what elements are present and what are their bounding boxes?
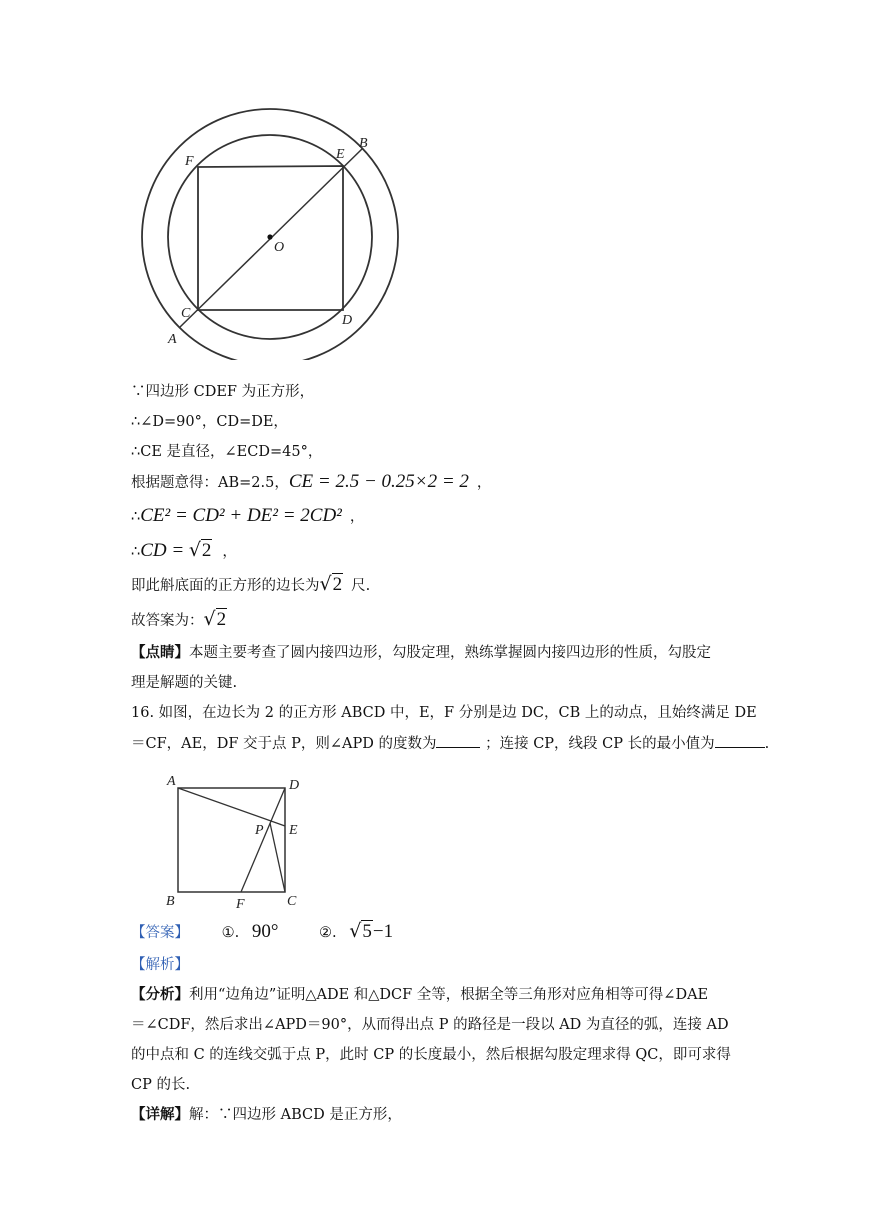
- answer-item-1-value: 90°: [251, 921, 279, 942]
- analysis-paragraph-line-1: [131, 985, 708, 1005]
- answer-blank-2: [715, 733, 765, 748]
- text-line-1: ∵四边形 CDEF 为正方形，: [131, 384, 315, 400]
- dianjing-tag: 【点睛】: [131, 644, 189, 661]
- answer-item-2-rest: −1: [372, 921, 394, 942]
- answer-item-2-number: ②.: [319, 925, 337, 941]
- label-f: F: [236, 897, 245, 910]
- label-d: D: [342, 313, 353, 328]
- dianjing-line-2: 理是解题的关键.: [131, 675, 238, 691]
- sqrt-radicand: 2: [216, 609, 227, 630]
- analysis-paragraph-line-2: ＝∠CDF，然后求出∠APD＝90°，从而得出点 P 的路径是一段以 AD 为直径的弧，连接 AD: [131, 1017, 729, 1033]
- fenxi-tag: 【分析】: [131, 986, 189, 1003]
- analysis-paragraph-line-3: 的中点和 C 的连线交弧于点 P，此时 CP 的长度最小，然后根据勾股定理求得 QC，即可求得: [131, 1047, 731, 1063]
- answer-tag: 【答案】: [131, 925, 189, 941]
- therefore-symbol: ∴: [131, 509, 141, 525]
- answer-item-1-number: ①.: [221, 925, 240, 941]
- analysis-paragraph-line-4: CP 的长.: [131, 1077, 191, 1093]
- sqrt-expression: √2: [188, 539, 212, 561]
- answer-blank-1: [436, 733, 480, 748]
- label-e: E: [289, 823, 298, 838]
- sqrt-expression: √5: [349, 920, 372, 942]
- label-p: P: [255, 823, 264, 838]
- center-point: [267, 234, 272, 239]
- label-c: C: [287, 894, 297, 909]
- label-c: C: [181, 306, 191, 321]
- text-line-7-end: 尺.: [351, 578, 371, 594]
- xiangjie-paragraph: [131, 1105, 402, 1125]
- text-line-6: [131, 540, 237, 562]
- xiangjie-tag: 【详解】: [131, 1106, 189, 1123]
- text-line-5-end: ，: [349, 509, 365, 525]
- label-a: A: [167, 774, 176, 789]
- square-abcd: [178, 788, 285, 892]
- segment-pc: [270, 823, 285, 892]
- label-a: A: [168, 332, 177, 347]
- label-f: F: [185, 154, 194, 169]
- dianjing-text: 本题主要考查了圆内接四边形，勾股定理，熟练掌握圆内接四边形的性质，勾股定: [189, 645, 711, 661]
- text-line-7-label: 即此斛底面的正方形的边长为: [131, 578, 320, 594]
- fenxi-text-1: 利用“边角边”证明△ADE 和△DCF 全等，根据全等三角形对应角相等可得∠DAE: [189, 987, 709, 1003]
- xiangjie-text: 解：∵四边形 ABCD 是正方形，: [189, 1107, 402, 1123]
- segment-df: [241, 788, 285, 892]
- question-16-text-c: .: [764, 736, 770, 752]
- label-b: B: [166, 894, 175, 909]
- question-16-line-2: [131, 733, 769, 754]
- text-line-4-label: 根据题意得：AB=2.5，: [131, 475, 289, 491]
- equation-ce: CE = 2.5 − 0.25×2 = 2: [288, 471, 469, 492]
- text-line-4-end: ，: [476, 475, 492, 491]
- figure-square-abcd: [160, 770, 310, 910]
- text-line-5: [131, 506, 364, 527]
- answer-line: [131, 921, 393, 943]
- equation-pythagoras: CE² = CD² + DE² = 2CD²: [140, 505, 342, 526]
- sqrt-expression: √2: [319, 573, 343, 595]
- text-line-6-end: ，: [222, 544, 237, 560]
- question-16-text-b: ；连接 CP，线段 CP 长的最小值为: [485, 736, 715, 752]
- text-line-4: [131, 472, 491, 493]
- text-line-8: [131, 609, 227, 631]
- label-b: B: [359, 136, 368, 151]
- label-d: D: [289, 778, 300, 793]
- segment-ae: [178, 788, 285, 826]
- figure-circle-square: [130, 100, 420, 360]
- text-line-3: ∴CE 是直径，∠ECD=45°，: [131, 444, 323, 460]
- question-16-line-1: 16. 如图，在边长为 2 的正方形 ABCD 中，E，F 分别是边 DC，CB 上的动点，且始终满足 DE: [131, 705, 757, 721]
- therefore-symbol: ∴: [131, 544, 141, 560]
- dianjing-paragraph: [131, 643, 711, 663]
- label-o: O: [274, 240, 285, 255]
- question-16-text-a: ＝CF，AE，DF 交于点 P，则∠APD 的度数为: [131, 736, 437, 752]
- equation-cd-left: CD =: [140, 540, 185, 561]
- sqrt-radicand: 2: [201, 540, 212, 561]
- text-line-2: ∴∠D=90°，CD=DE，: [131, 414, 288, 430]
- sqrt-expression: √2: [203, 608, 227, 630]
- text-line-7: [131, 574, 370, 596]
- text-line-8-label: 故答案为：: [131, 613, 204, 629]
- analysis-tag: 【解析】: [131, 957, 189, 973]
- sqrt-radicand: 5: [362, 921, 372, 942]
- label-e: E: [336, 147, 345, 162]
- sqrt-radicand: 2: [332, 574, 343, 595]
